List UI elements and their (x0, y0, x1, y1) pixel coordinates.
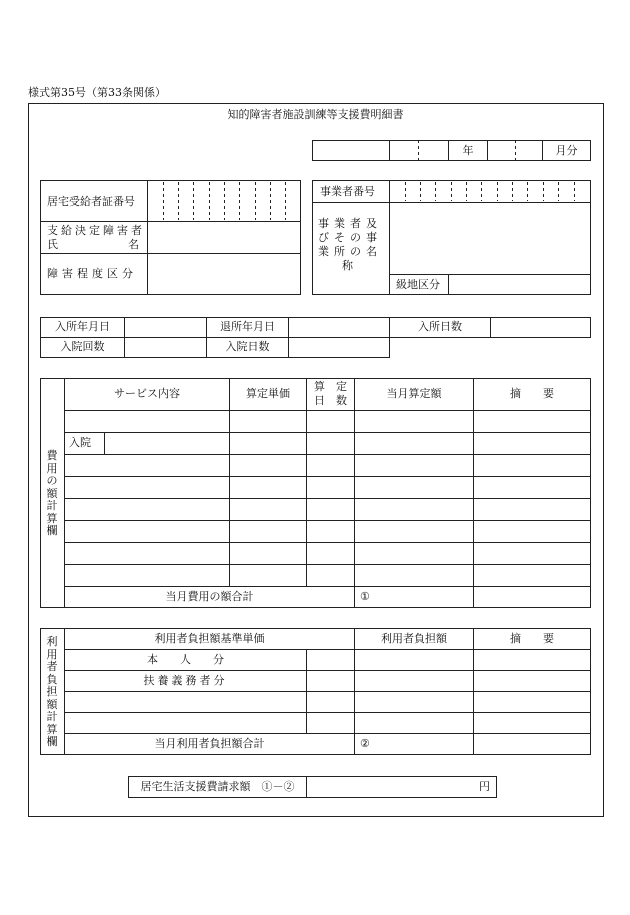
col-remarks: 摘 要 (510, 387, 554, 400)
cert-no-label: 居宅受給者証番号 (47, 195, 135, 208)
col-amount: 当月算定額 (386, 387, 442, 400)
provider-no-field[interactable] (390, 181, 590, 202)
claim-label: 居宅生活支援費請求額 ①－② (140, 780, 295, 793)
hospital-count-label: 入院回数 (60, 340, 105, 353)
col-service: サービス内容 (114, 387, 180, 400)
claim-amount-field[interactable] (307, 777, 477, 797)
leave-date-label: 退所年月日 (220, 320, 275, 333)
date-month-field[interactable] (488, 141, 542, 160)
cost-side-label: 費用の額計算欄 (46, 449, 58, 537)
hospital-days-label: 入院日数 (225, 340, 270, 353)
date-year-field[interactable] (390, 141, 448, 160)
col-days-line2: 日 数 (314, 394, 347, 407)
date-era-field[interactable] (313, 141, 389, 160)
admission-date-label: 入所年月日 (55, 320, 110, 333)
cost-total-mark: ① (360, 590, 370, 603)
burden-total-label: 当月利用者負担額合計 (154, 737, 265, 750)
decided-label-line2a: 氏 (47, 238, 58, 251)
leave-date-field[interactable] (289, 318, 389, 337)
hospital-row-label: 入院 (69, 436, 91, 449)
tier-label: 級地区分 (396, 278, 440, 291)
row-self-label: 本 人 分 (147, 653, 224, 666)
col-base-price: 利用者負担額基準単価 (154, 632, 265, 645)
admission-days-field[interactable] (491, 318, 590, 337)
col-burden-amount: 利用者負担額 (381, 632, 447, 645)
form-number: 様式第35号（第33条関係） (28, 86, 166, 99)
col-unit-price: 算定単価 (246, 387, 290, 400)
level-label: 障害程度区分 (47, 267, 137, 280)
level-field[interactable] (148, 254, 300, 294)
claim-unit: 円 (479, 780, 490, 793)
admission-days-label: 入所日数 (418, 320, 462, 333)
col-days-line1: 算 定 (314, 380, 347, 393)
provider-name-field[interactable] (390, 203, 590, 274)
burden-total-mark: ② (360, 737, 370, 750)
admission-date-field[interactable] (125, 318, 206, 337)
hospital-days-field[interactable] (289, 338, 389, 357)
form-title: 知的障害者施設訓練等支援費明細書 (227, 108, 404, 121)
cert-no-field[interactable] (148, 181, 300, 221)
decided-label-line1: 支給決定障害者 (47, 224, 145, 237)
row-support-label: 扶養義務者分 (143, 674, 228, 687)
tier-field[interactable] (449, 275, 590, 294)
provider-no-label: 事業者番号 (320, 185, 375, 198)
decided-label-line2b: 名 (128, 238, 139, 251)
burden-side-label: 利用者負担額計算欄 (46, 635, 58, 748)
col-burden-remarks: 摘 要 (510, 632, 554, 645)
cost-total-label: 当月費用の額合計 (165, 590, 254, 603)
year-label: 年 (462, 144, 474, 157)
provider-name-label: 事業者及びその事業所の名称 (318, 217, 382, 272)
month-label: 月分 (555, 144, 578, 157)
hospital-count-field[interactable] (125, 338, 206, 357)
decided-name-field[interactable] (148, 222, 300, 253)
